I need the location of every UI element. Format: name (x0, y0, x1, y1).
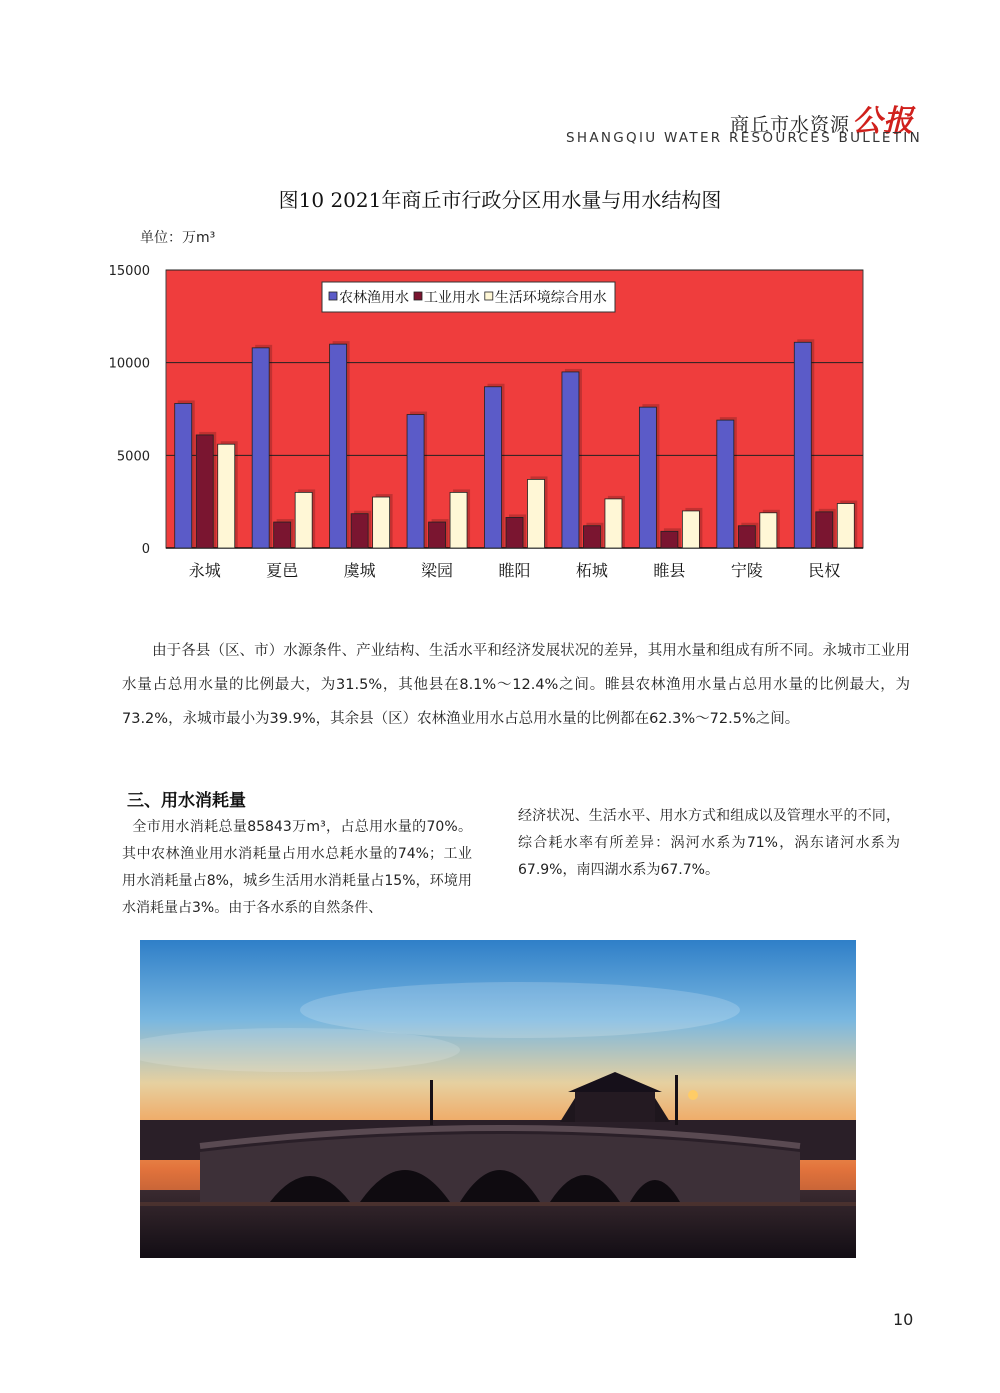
bulletin-title-text: 商丘市水资源 (730, 114, 851, 136)
figure-unit: 单位：万m³ (140, 230, 216, 246)
y-tick-label-10000: 10000 (108, 356, 150, 372)
bar-宁陵-农林渔用水 (717, 420, 734, 548)
analysis-paragraph-text: 由于各县（区、市）水源条件、产业结构、生活水平和经济发展状况的差异，其用水量和组成有所不同。永城市工业用水量占总用水量的比例最大，为31.5%，其他县在8.1%～12.4%之间。睢县农林渔用水量占总用水量的比例最大，为73.2%，永城市最小为39.9%，其余县（区）农林渔业用水占总用水量的比例都在62.3%～72.5%之间。 (122, 643, 910, 727)
bar-睢阳-生活环境综合用水 (528, 479, 545, 548)
x-tick-label-夏邑: 夏邑 (266, 561, 299, 580)
bar-梁园-生活环境综合用水 (450, 492, 467, 548)
bar-柘城-农林渔用水 (562, 372, 579, 548)
x-tick-label-虞城: 虞城 (343, 561, 376, 580)
bar-永城-农林渔用水 (175, 403, 192, 548)
y-tick-label-5000: 5000 (116, 449, 150, 465)
bar-虞城-工业用水 (351, 514, 368, 548)
bar-夏邑-农林渔用水 (252, 348, 269, 548)
bar-梁园-工业用水 (429, 522, 446, 548)
x-tick-label-柘城: 柘城 (575, 561, 608, 580)
legend-label-农林渔用水: 农林渔用水 (339, 290, 409, 306)
section-left-text: 全市用水消耗总量85843万m³，占总用水量的70%。其中农林渔业用水消耗量占用水总耗水量的74%；工业用水消耗量占8%，城乡生活用水消耗量占15%，环境用水消耗量占3%。由于各水系的自然条件、 (122, 819, 472, 916)
bulletin-title-highlight: 公报 (852, 104, 915, 139)
x-tick-label-永城: 永城 (188, 561, 221, 580)
x-tick-label-梁园: 梁园 (421, 561, 454, 580)
bar-柘城-生活环境综合用水 (605, 499, 622, 548)
y-tick-label-0: 0 (141, 542, 150, 557)
page-number: 10 (893, 1310, 914, 1329)
y-tick-label-15000: 15000 (108, 264, 150, 279)
bulletin-title-en: SHANGQIU WATER RESOURCES BULLETIN (566, 130, 922, 146)
bar-宁陵-工业用水 (738, 526, 755, 548)
bar-夏邑-生活环境综合用水 (295, 492, 312, 548)
bar-民权-生活环境综合用水 (837, 504, 854, 548)
bar-虞城-农林渔用水 (330, 344, 347, 548)
water-use-bar-chart (100, 258, 880, 588)
bar-永城-生活环境综合用水 (218, 444, 235, 548)
legend-swatch-工业用水 (414, 292, 422, 300)
x-tick-label-民权: 民权 (808, 561, 841, 580)
bar-虞城-生活环境综合用水 (373, 497, 390, 548)
bar-柘城-工业用水 (583, 526, 600, 548)
bar-夏邑-工业用水 (274, 522, 291, 548)
bar-睢阳-农林渔用水 (485, 387, 502, 548)
bar-睢阳-工业用水 (506, 517, 523, 548)
section-left-column (122, 814, 472, 922)
bar-民权-农林渔用水 (794, 342, 811, 548)
bar-宁陵-生活环境综合用水 (760, 513, 777, 548)
bar-睢县-生活环境综合用水 (682, 511, 699, 548)
section-title: 三、用水消耗量 (127, 791, 246, 811)
bar-民权-工业用水 (816, 512, 833, 548)
legend-swatch-生活环境综合用水 (485, 292, 493, 300)
figure-title: 图10 2021年商丘市行政分区用水量与用水结构图 (278, 188, 722, 212)
section-right-column: 经济状况、生活水平、用水方式和组成以及管理水平的不同，综合耗水率有所差异：涡河水系为71%，涡东诸河水系为67.9%，南四湖水系为67.7%。 (518, 808, 900, 878)
x-tick-label-睢县: 睢县 (653, 561, 686, 580)
bar-睢县-农林渔用水 (639, 407, 656, 548)
bar-梁园-农林渔用水 (407, 415, 424, 548)
bar-永城-工业用水 (196, 435, 213, 548)
bar-睢县-工业用水 (661, 531, 678, 548)
x-tick-label-宁陵: 宁陵 (730, 561, 763, 580)
x-tick-label-睢阳: 睢阳 (498, 561, 531, 580)
legend-label-生活环境综合用水: 生活环境综合用水 (494, 290, 607, 306)
analysis-paragraph (122, 634, 910, 736)
bridge-sunset-photo (140, 940, 856, 1258)
legend-label-工业用水: 工业用水 (424, 290, 480, 306)
legend-swatch-农林渔用水 (329, 292, 337, 300)
